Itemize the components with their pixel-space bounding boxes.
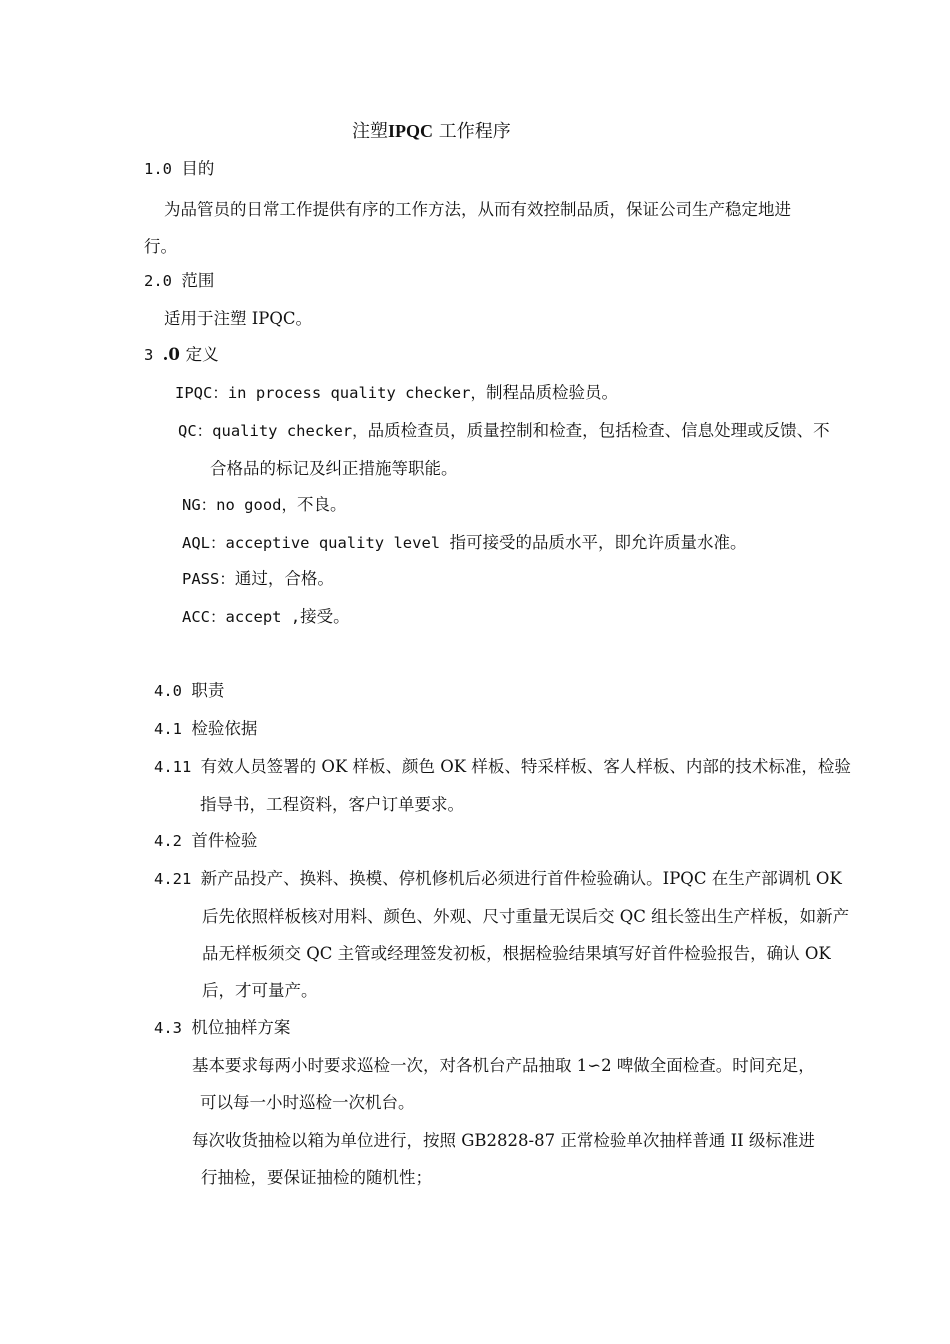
- section-1-body: 为品管员的日常工作提供有序的工作方法，从而有效控制品质，保证公司生产稳定地进行。: [144, 200, 791, 256]
- def-qc: QC：quality checker，品质检查员，质量控制和检查，包括检查、信息处理或反馈、不合格品的标记及纠正措施等职能。: [178, 421, 830, 478]
- section-4-2-heading: 4.2 首件检验: [154, 831, 258, 850]
- section-4-3-para-1: 基本要求每两小时要求巡检一次，对各机台产品抽取 1∽2 啤做全面检查。时间充足，可以每一小时巡检一次机台。: [192, 1056, 815, 1112]
- section-2-heading: 2.0 范围: [144, 271, 215, 290]
- def-ipqc: IPQC：in process quality checker，制程品质检验员。: [175, 383, 618, 402]
- section-4-heading: 4.0 职责: [154, 681, 225, 700]
- section-3-heading: 3 .0 定义: [144, 345, 219, 364]
- section-4-21-body: 4.21 新产品投产、换料、换模、停机修机后必须进行首件检验确认。IPQC 在生产部调机 OK 后先依照样板核对用料、颜色、外观、尺寸重量无误后交 QC 组长签出生产样板，如新产品无样板须交 QC 主管或经理签发初板，根据检验结果填写好首件检验报告，确认 OK 后，才可量产。: [154, 869, 850, 1000]
- section-2-body: 适用于注塑 IPQC。: [164, 309, 313, 328]
- def-pass: PASS：通过，合格。: [182, 569, 334, 588]
- def-aql: AQL：acceptive quality level 指可接受的品质水平，即允许质量水准。: [182, 533, 747, 552]
- section-4-3-heading: 4.3 机位抽样方案: [154, 1018, 291, 1037]
- section-4-1-heading: 4.1 检验依据: [154, 719, 258, 738]
- def-ng: NG：no good，不良。: [182, 495, 347, 514]
- document-title: 注塑IPQC 工作程序: [352, 121, 511, 142]
- def-acc: ACC：accept ,接受。: [182, 607, 350, 626]
- section-4-3-para-2: 每次收货抽检以箱为单位进行，按照 GB2828-87 正常检验单次抽样普通 II 级标准进行抽检，要保证抽检的随机性；: [192, 1131, 815, 1187]
- section-1-heading: 1.0 目的: [144, 159, 215, 178]
- section-4-11-body: 4.11 有效人员签署的 OK 样板、颜色 OK 样板、特采样板、客人样板、内部的技术标准，检验指导书，工程资料，客户订单要求。: [154, 757, 851, 814]
